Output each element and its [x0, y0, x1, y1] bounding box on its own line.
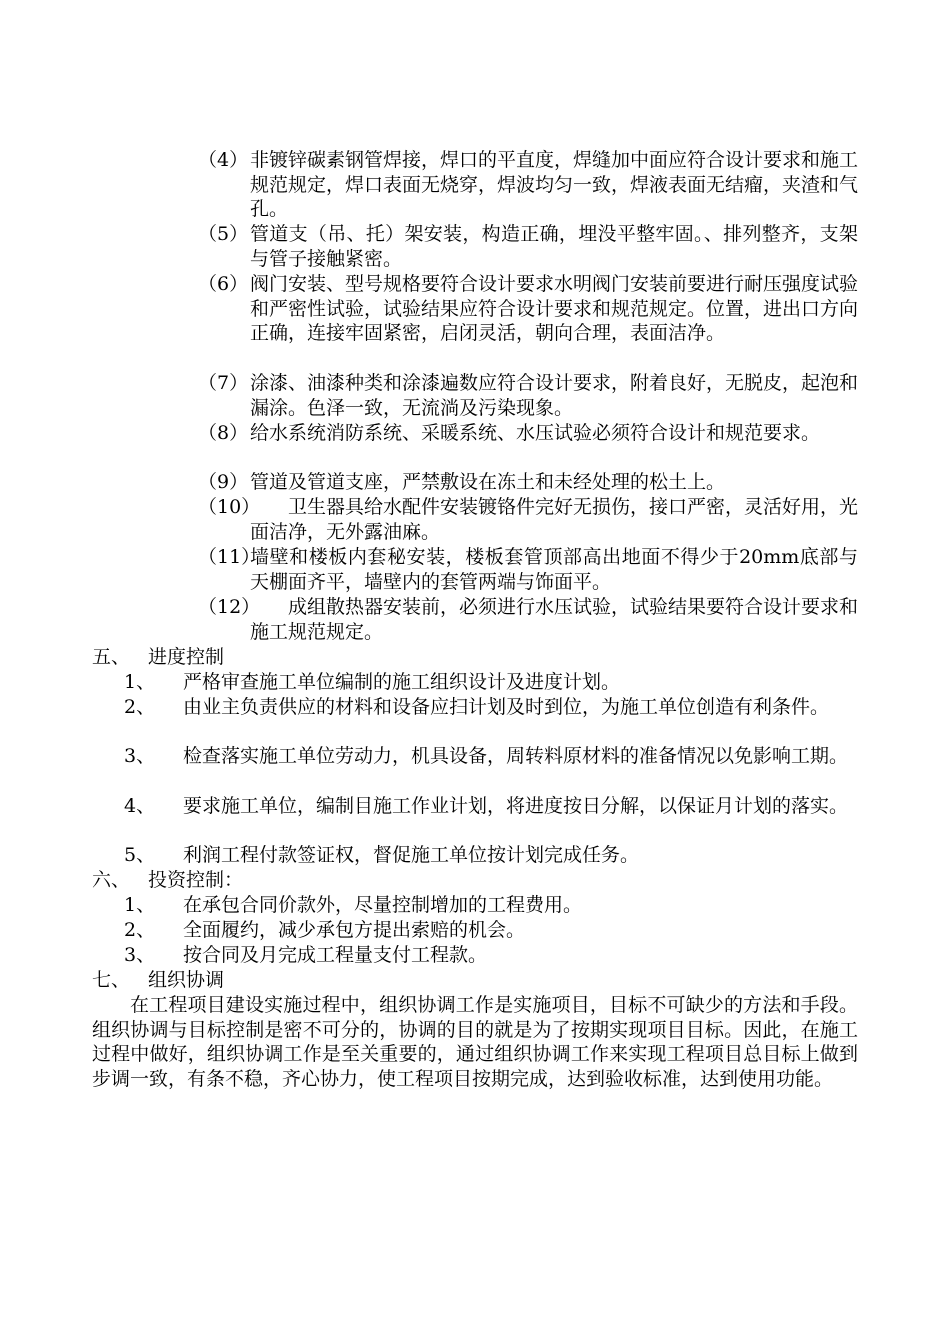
sub-item-text: 墙壁和楼板内套秘安装，楼板套管顶部高出地面不得少于20mm底部与天棚面齐平，墙壁内的套管两端与饰面平。 [250, 546, 858, 593]
list-item-text: 要求施工单位，编制目施工作业计划，将进度按日分解，以保证月计划的落实。 [183, 795, 849, 817]
sub-item-text: 管道支（吊、托）架安装，构造正确，埋没平整牢固。、排列整齐，支架与管子接触紧密。 [250, 223, 858, 270]
sub-item-text: 成组散热器安装前，必须进行水压试验，试验结果要符合设计要求和施工规范规定。 [250, 596, 859, 643]
list-item-text: 按合同及月完成工程量支付工程款。 [183, 944, 488, 966]
sub-item-number: （6） [198, 273, 249, 295]
sub-item-number: （9） [198, 471, 249, 493]
list-item-number: 4、 [124, 795, 156, 817]
list-item-text: 严格审查施工单位编制的施工组织设计及进度计划。 [183, 671, 621, 693]
section-number: 六、 [92, 869, 131, 891]
sub-item-number: （4） [198, 149, 249, 171]
sub-item-number: （8） [198, 422, 249, 444]
section-number: 五、 [92, 646, 131, 668]
list-item-number: 2、 [124, 919, 156, 941]
sub-item-text: 管道及管道支座，严禁敷设在冻土和未经处理的松土上。 [250, 471, 726, 493]
list-item-text: 检查落实施工单位劳动力，机具设备，周转料原材料的准备情况以免影响工期。 [183, 745, 849, 767]
sub-item-number: （10） [198, 496, 261, 518]
list-item-number: 3、 [124, 745, 156, 767]
section-number: 七、 [92, 969, 131, 991]
list-item-number: 5、 [124, 844, 156, 866]
sub-item-number: （11） [198, 546, 261, 568]
sub-item-text: 非镀锌碳素钢管焊接，焊口的平直度，焊缝加中面应符合设计要求和施工规范规定，焊口表面无烧穿，焊波均匀一致，焊液表面无结瘤，夹渣和气孔。 [250, 149, 859, 220]
list-item-number: 1、 [124, 894, 156, 916]
sub-item-number: （5） [198, 223, 249, 245]
section-title: 进度控制 [148, 646, 225, 668]
sub-item-number: （7） [198, 372, 249, 394]
list-item-number: 2、 [124, 696, 156, 718]
sub-item-text: 阀门安装、型号规格要符合设计要求水明阀门安装前要进行耐压强度试验和严密性试验，试验结果应符合设计要求和规范规定。位置，进出口方向正确，连接牢固紧密，启闭灵活，朝向合理，表面洁净。 [250, 273, 859, 344]
body-paragraph: 在工程项目建设实施过程中，组织协调工作是实施项目，目标不可缺少的方法和手段。组织协调与目标控制是密不可分的，协调的目的就是为了按期实现项目目标。因此，在施工过程中做好，组织协调工作是至关重要的，通过组织协调工作来实现工程项目总目标上做到步调一致，有条不稳，齐心协力，使工程项目按期完成，达到验收标准，达到使用功能。 [92, 994, 858, 1090]
list-item-text: 利润工程付款签证权，督促施工单位按计划完成任务。 [183, 844, 640, 866]
section-title: 投资控制： [148, 869, 244, 891]
list-item-text: 在承包合同价款外，尽量控制增加的工程费用。 [183, 894, 583, 916]
list-item-text: 全面履约，减少承包方提出索赔的机会。 [183, 919, 526, 941]
section-title: 组织协调 [148, 969, 225, 991]
sub-item-text: 给水系统消防系统、采暖系统、水压试验必须符合设计和规范要求。 [250, 422, 821, 444]
list-item-number: 3、 [124, 944, 156, 966]
list-item-number: 1、 [124, 671, 156, 693]
sub-item-text: 涂漆、油漆种类和涂漆遍数应符合设计要求，附着良好，无脱皮，起泡和漏涂。色泽一致，无流淌及污染现象。 [250, 372, 859, 419]
list-item-text: 由业主负责供应的材料和设备应扫计划及时到位，为施工单位创造有利条件。 [183, 696, 830, 718]
sub-item-number: （12） [198, 596, 261, 618]
sub-item-text: 卫生器具给水配件安装镀铬件完好无损伤，接口严密，灵活好用，光面洁净，无外露油麻。 [250, 496, 859, 543]
